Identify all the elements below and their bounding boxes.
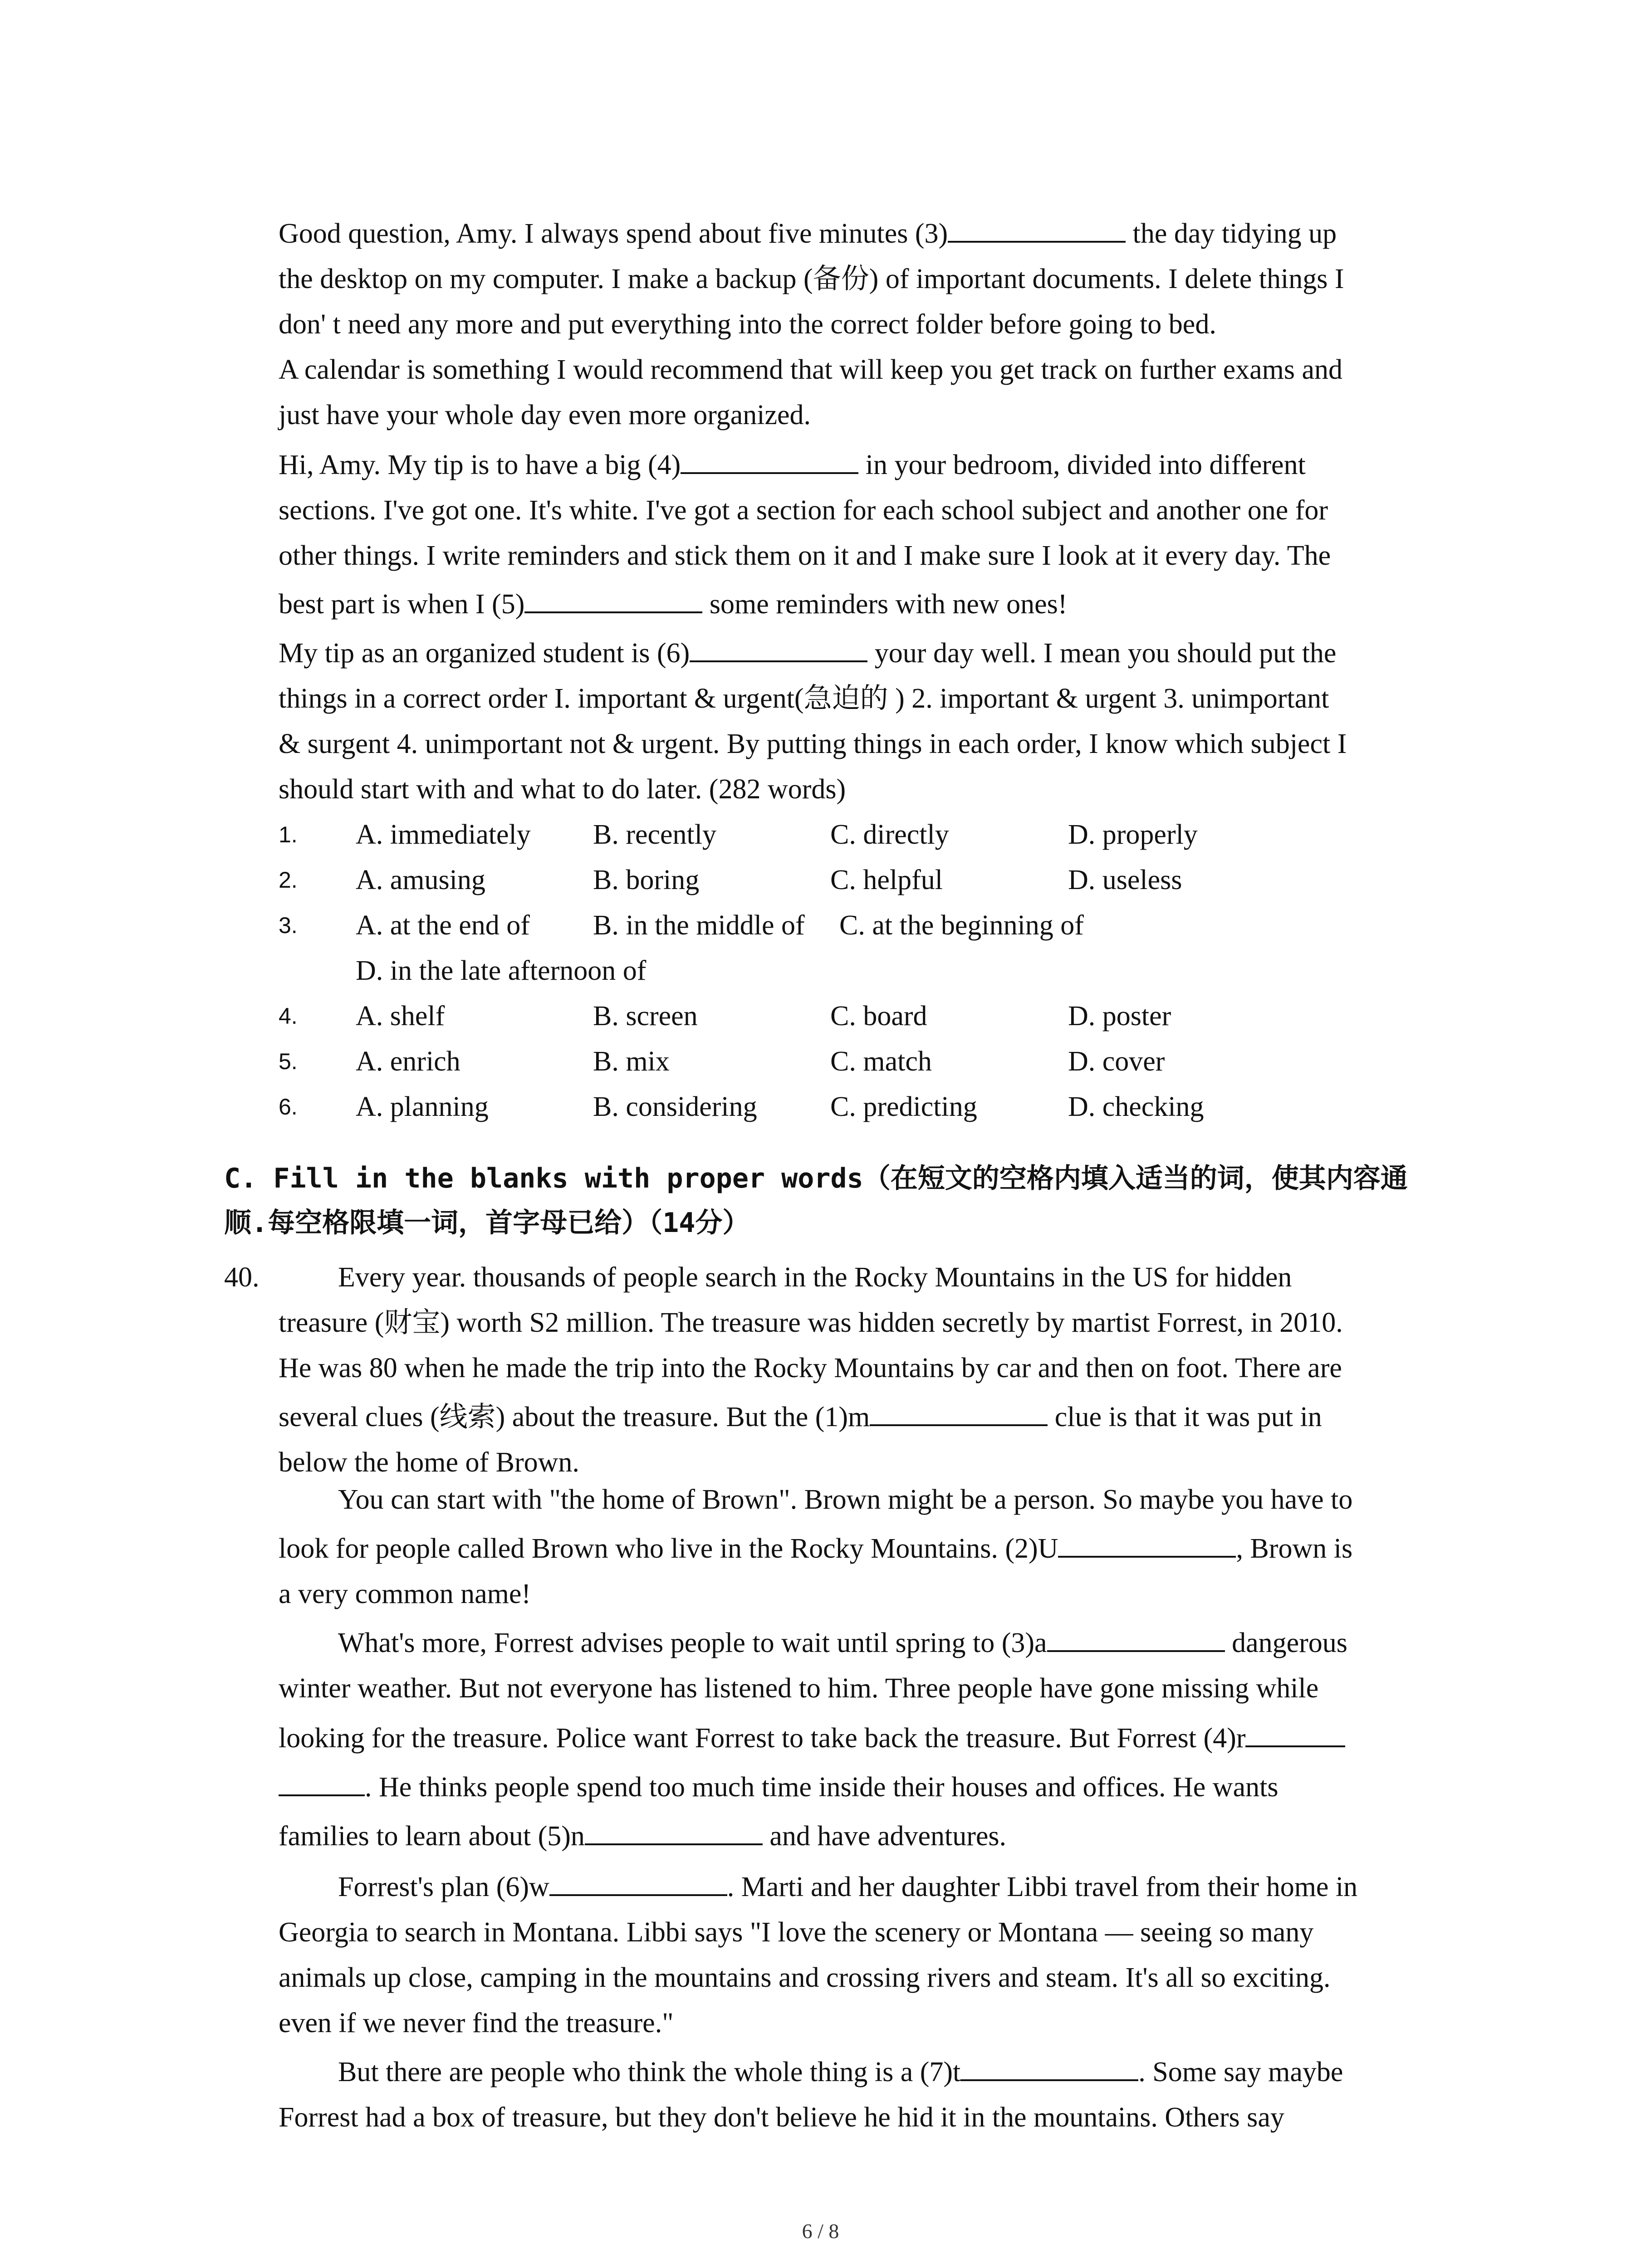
text-line	[279, 1960, 1330, 1996]
text-segment: should start with and what to do later. (282 words)	[279, 774, 846, 805]
option-a[interactable]: A. amusing	[356, 865, 485, 895]
answer-blank[interactable]	[690, 635, 867, 662]
text-segment: best part is when I (5)	[279, 589, 525, 620]
text-segment: look for people called Brown who live in the Rocky Mountains. (2)U	[279, 1533, 1058, 1564]
option-number: 1.	[279, 822, 298, 847]
option-c[interactable]: C. predicting	[830, 1091, 977, 1122]
text-line	[338, 1869, 1357, 1905]
text-segment: What's more, Forrest advises people to wait until spring to (3)a	[338, 1628, 1047, 1658]
text-line	[279, 306, 1216, 342]
answer-blank[interactable]	[549, 1869, 727, 1896]
answer-blank[interactable]	[1245, 1720, 1345, 1747]
text-line	[279, 352, 1342, 388]
text-segment: & surgent 4. unimportant not & urgent. By putting things in each order, I know which subject I	[279, 728, 1347, 759]
text-line	[279, 397, 811, 433]
option-a[interactable]: A. planning	[356, 1091, 489, 1122]
text-segment: your day well. I mean you should put the	[867, 638, 1337, 669]
text-line	[279, 215, 1337, 252]
section-c-heading-line2: 顺.每空格限填一词，首字母已给）（14分）	[224, 1207, 750, 1239]
option-number: 2.	[279, 867, 298, 893]
option-b[interactable]: B. mix	[593, 1046, 670, 1077]
option-c[interactable]: C. helpful	[830, 865, 943, 895]
text-segment: below the home of Brown.	[279, 1447, 579, 1478]
question-number: 40.	[224, 1262, 260, 1293]
text-line	[279, 1818, 1006, 1854]
text-line	[279, 261, 1344, 297]
text-segment: treasure (财宝) worth S2 million. The treasure was hidden secretly by martist Forrest, in 2010.	[279, 1307, 1343, 1338]
text-segment: Hi, Amy. My tip is to have a big (4)	[279, 450, 681, 480]
text-segment: other things. I write reminders and stick them on it and I make sure I look at it every day. The	[279, 540, 1331, 571]
text-line	[279, 680, 1329, 717]
option-d[interactable]: D. in the late afternoon of	[356, 955, 647, 986]
text-segment: a very common name!	[279, 1579, 531, 1609]
answer-blank[interactable]	[681, 447, 858, 474]
text-segment: Georgia to search in Montana. Libbi says "I love the scenery or Montana — seeing so many	[279, 1917, 1314, 1948]
text-line	[279, 447, 1306, 483]
option-c[interactable]: C. match	[830, 1046, 932, 1077]
text-line	[279, 1576, 531, 1612]
text-line	[279, 1914, 1313, 1950]
option-d[interactable]: D. useless	[1068, 865, 1182, 895]
text-line	[279, 2005, 674, 2041]
text-line	[279, 771, 846, 807]
option-b[interactable]: B. screen	[593, 1001, 698, 1031]
text-segment: things in a correct order I. important & urgent(急迫的 ) 2. important & urgent 3. unimportant	[279, 683, 1329, 714]
answer-blank[interactable]	[1047, 1625, 1225, 1652]
option-number: 3.	[279, 913, 298, 938]
answer-blank[interactable]	[948, 215, 1126, 243]
option-c[interactable]: C. board	[830, 1001, 927, 1031]
text-segment: . Some say maybe	[1138, 2057, 1343, 2087]
option-d[interactable]: D. poster	[1068, 1001, 1171, 1031]
option-b[interactable]: B. recently	[593, 819, 717, 850]
text-segment: Every year. thousands of people search in the Rocky Mountains in the US for hidden	[338, 1262, 1292, 1293]
text-segment: animals up close, camping in the mountains and crossing rivers and steam. It's all so exciting.	[279, 1962, 1331, 1993]
text-segment: , Brown is	[1236, 1533, 1353, 1564]
text-segment: A calendar is something I would recommend that will keep you get track on further exams and	[279, 354, 1342, 385]
text-segment: Forrest had a box of treasure, but they don't believe he hid it in the mountains. Others say	[279, 2102, 1284, 2133]
text-line	[279, 492, 1328, 528]
page-number: 6 / 8	[802, 2219, 839, 2243]
text-segment: He was 80 when he made the trip into the Rocky Mountains by car and then on foot. There are	[279, 1353, 1342, 1383]
option-number: 6.	[279, 1094, 298, 1119]
option-b[interactable]: B. considering	[593, 1091, 757, 1122]
option-number: 4.	[279, 1003, 298, 1029]
text-line	[279, 726, 1347, 762]
option-c[interactable]: C. directly	[830, 819, 949, 850]
text-segment: Good question, Amy. I always spend about five minutes (3)	[279, 218, 948, 249]
answer-blank[interactable]	[524, 586, 702, 613]
text-segment: the desktop on my computer. I make a backup (备份) of important documents. I delete things I	[279, 264, 1344, 294]
section-c-heading-line1: C. Fill in the blanks with proper words（在短文的空格内填入适当的词，使其内容通	[224, 1163, 1408, 1194]
text-line	[279, 1769, 1278, 1805]
text-line	[279, 635, 1336, 671]
answer-blank[interactable]	[279, 1769, 365, 1796]
text-segment: My tip as an organized student is (6)	[279, 638, 690, 669]
text-segment: the day tidying up	[1126, 218, 1337, 249]
text-line	[279, 1444, 579, 1481]
option-number: 5.	[279, 1049, 298, 1074]
option-d[interactable]: D. properly	[1068, 819, 1198, 850]
option-b[interactable]: B. in the middle of	[593, 910, 805, 941]
text-line	[279, 2099, 1284, 2136]
option-b[interactable]: B. boring	[593, 865, 700, 895]
text-segment: looking for the treasure. Police want Forrest to take back the treasure. But Forrest (4)r	[279, 1723, 1246, 1754]
answer-blank[interactable]	[585, 1818, 763, 1845]
text-segment: . Marti and her daughter Libbi travel from their home in	[727, 1872, 1358, 1902]
text-line	[279, 1305, 1343, 1341]
text-segment: Forrest's plan (6)w	[338, 1872, 549, 1902]
option-a[interactable]: A. at the end of	[356, 910, 530, 941]
text-segment: winter weather. But not everyone has listened to him. Three people have gone missing while	[279, 1673, 1319, 1704]
text-segment: clue is that it was put in	[1048, 1402, 1322, 1432]
answer-blank[interactable]	[870, 1399, 1048, 1426]
text-segment: sections. I've got one. It's white. I've got a section for each school subject and another one for	[279, 495, 1328, 526]
text-segment: families to learn about (5)n	[279, 1821, 585, 1852]
option-d[interactable]: D. checking	[1068, 1091, 1204, 1122]
answer-blank[interactable]	[960, 2054, 1138, 2081]
option-d[interactable]: D. cover	[1068, 1046, 1165, 1077]
text-line	[338, 1259, 1292, 1295]
text-line	[279, 1399, 1322, 1435]
text-line	[279, 586, 1067, 622]
text-segment: even if we never find the treasure."	[279, 2008, 674, 2038]
text-line	[279, 1670, 1318, 1706]
text-segment: just have your whole day even more organized.	[279, 400, 811, 430]
text-line	[338, 1481, 1352, 1518]
option-a[interactable]: A. shelf	[356, 1001, 445, 1031]
text-segment: dangerous	[1225, 1628, 1347, 1658]
text-line	[279, 538, 1331, 574]
option-c[interactable]: C. at the beginning of	[839, 910, 1084, 941]
text-line	[279, 1720, 1345, 1756]
text-segment: several clues (线索) about the treasure. But the (1)m	[279, 1402, 870, 1432]
text-segment: and have adventures.	[762, 1821, 1007, 1852]
text-segment: You can start with "the home of Brown". Brown might be a person. So maybe you have to	[338, 1484, 1353, 1515]
text-segment: some reminders with new ones!	[702, 589, 1068, 620]
option-a[interactable]: A. enrich	[356, 1046, 460, 1077]
option-a[interactable]: A. immediately	[356, 819, 531, 850]
text-segment: . He thinks people spend too much time inside their houses and offices. He wants	[365, 1772, 1279, 1803]
text-segment: don' t need any more and put everything into the correct folder before going to bed.	[279, 309, 1216, 340]
text-line	[279, 1350, 1342, 1386]
text-line	[338, 2054, 1343, 2090]
answer-blank[interactable]	[1058, 1530, 1236, 1558]
text-line	[338, 1625, 1347, 1661]
text-segment: But there are people who think the whole thing is a (7)t	[338, 2057, 961, 2087]
text-line	[279, 1530, 1352, 1567]
text-segment: in your bedroom, divided into different	[858, 450, 1306, 480]
